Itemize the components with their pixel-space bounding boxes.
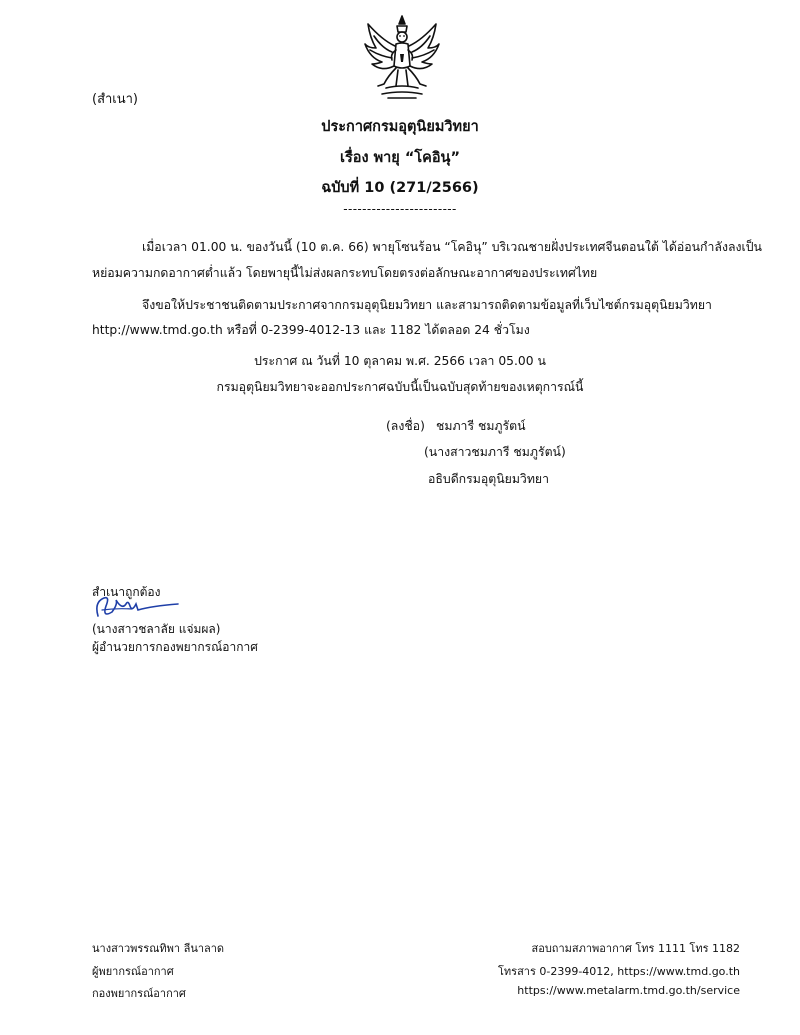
- certifier-position: ผู้อำนวยการกองพยากรณ์อากาศ: [92, 640, 258, 654]
- announcement-title: ประกาศกรมอุตุนิยมวิทยา: [321, 119, 479, 135]
- copy-label: (สำเนา): [92, 92, 139, 107]
- title-divider: ------------------------: [343, 202, 457, 216]
- paragraph-1-line-2: หย่อมความกดอากาศต่ำแล้ว โดยพายุนี้ไม่ส่งผลกระทบโดยตรงต่อลักษณะอากาศของประเทศไทย: [92, 266, 598, 280]
- signed-label: (ลงชื่อ): [386, 419, 425, 433]
- signatory-full-name: (นางสาวชมภารี ชมภูรัตน์): [424, 445, 566, 459]
- footer-division: กองพยากรณ์อากาศ: [92, 987, 186, 1000]
- footer-forecaster-name: นางสาวพรรณทิพา ลีนาลาด: [92, 942, 225, 955]
- announcement-date: ประกาศ ณ วันที่ 10 ตุลาคม พ.ศ. 2566 เวลา 05.00 น: [254, 354, 546, 368]
- handwritten-signature-icon: [92, 592, 182, 622]
- signed-name: ชมภารี ชมภูรัตน์: [436, 419, 526, 433]
- announcement-subject: เรื่อง พายุ “โคอินุ”: [340, 150, 460, 166]
- footer-service-link[interactable]: https://www.metalarm.tmd.go.th/service: [517, 984, 740, 997]
- paragraph-2-line-1: จึงขอให้ประชาชนติดตามประกาศจากกรมอุตุนิยมวิทยา และสามารถติดตามข้อมูลที่เว็บไซต์กรมอุตุนิยมวิทยา: [142, 298, 712, 312]
- footer-forecaster-role: ผู้พยากรณ์อากาศ: [92, 965, 174, 978]
- paragraph-1-line-1: เมื่อเวลา 01.00 น. ของวันนี้ (10 ต.ค. 66) พายุโซนร้อน “โคอินุ” บริเวณชายฝั่งประเทศจีนตอนใต้ ได้อ่อนกำลังลงเป็น: [142, 240, 762, 254]
- footer-hotline: สอบถามสภาพอากาศ โทร 1111 โทร 1182: [531, 942, 740, 955]
- footer-fax-website: โทรสาร 0-2399-4012, https://www.tmd.go.th: [498, 965, 740, 978]
- paragraph-2-line-2: http://www.tmd.go.th หรือที่ 0-2399-4012-13 และ 1182 ได้ตลอด 24 ชั่วโมง: [92, 323, 530, 337]
- signatory-position: อธิบดีกรมอุตุนิยมวิทยา: [428, 472, 550, 486]
- garuda-emblem-icon: [362, 14, 442, 100]
- certifier-name: (นางสาวชลาลัย แจ่มผล): [92, 622, 221, 636]
- final-notice: กรมอุตุนิยมวิทยาจะออกประกาศฉบับนี้เป็นฉบับสุดท้ายของเหตุการณ์นี้: [216, 380, 584, 394]
- certified-copy-label: สำเนาถูกต้อง: [92, 585, 161, 599]
- announcement-number: ฉบับที่ 10 (271/2566): [321, 180, 479, 196]
